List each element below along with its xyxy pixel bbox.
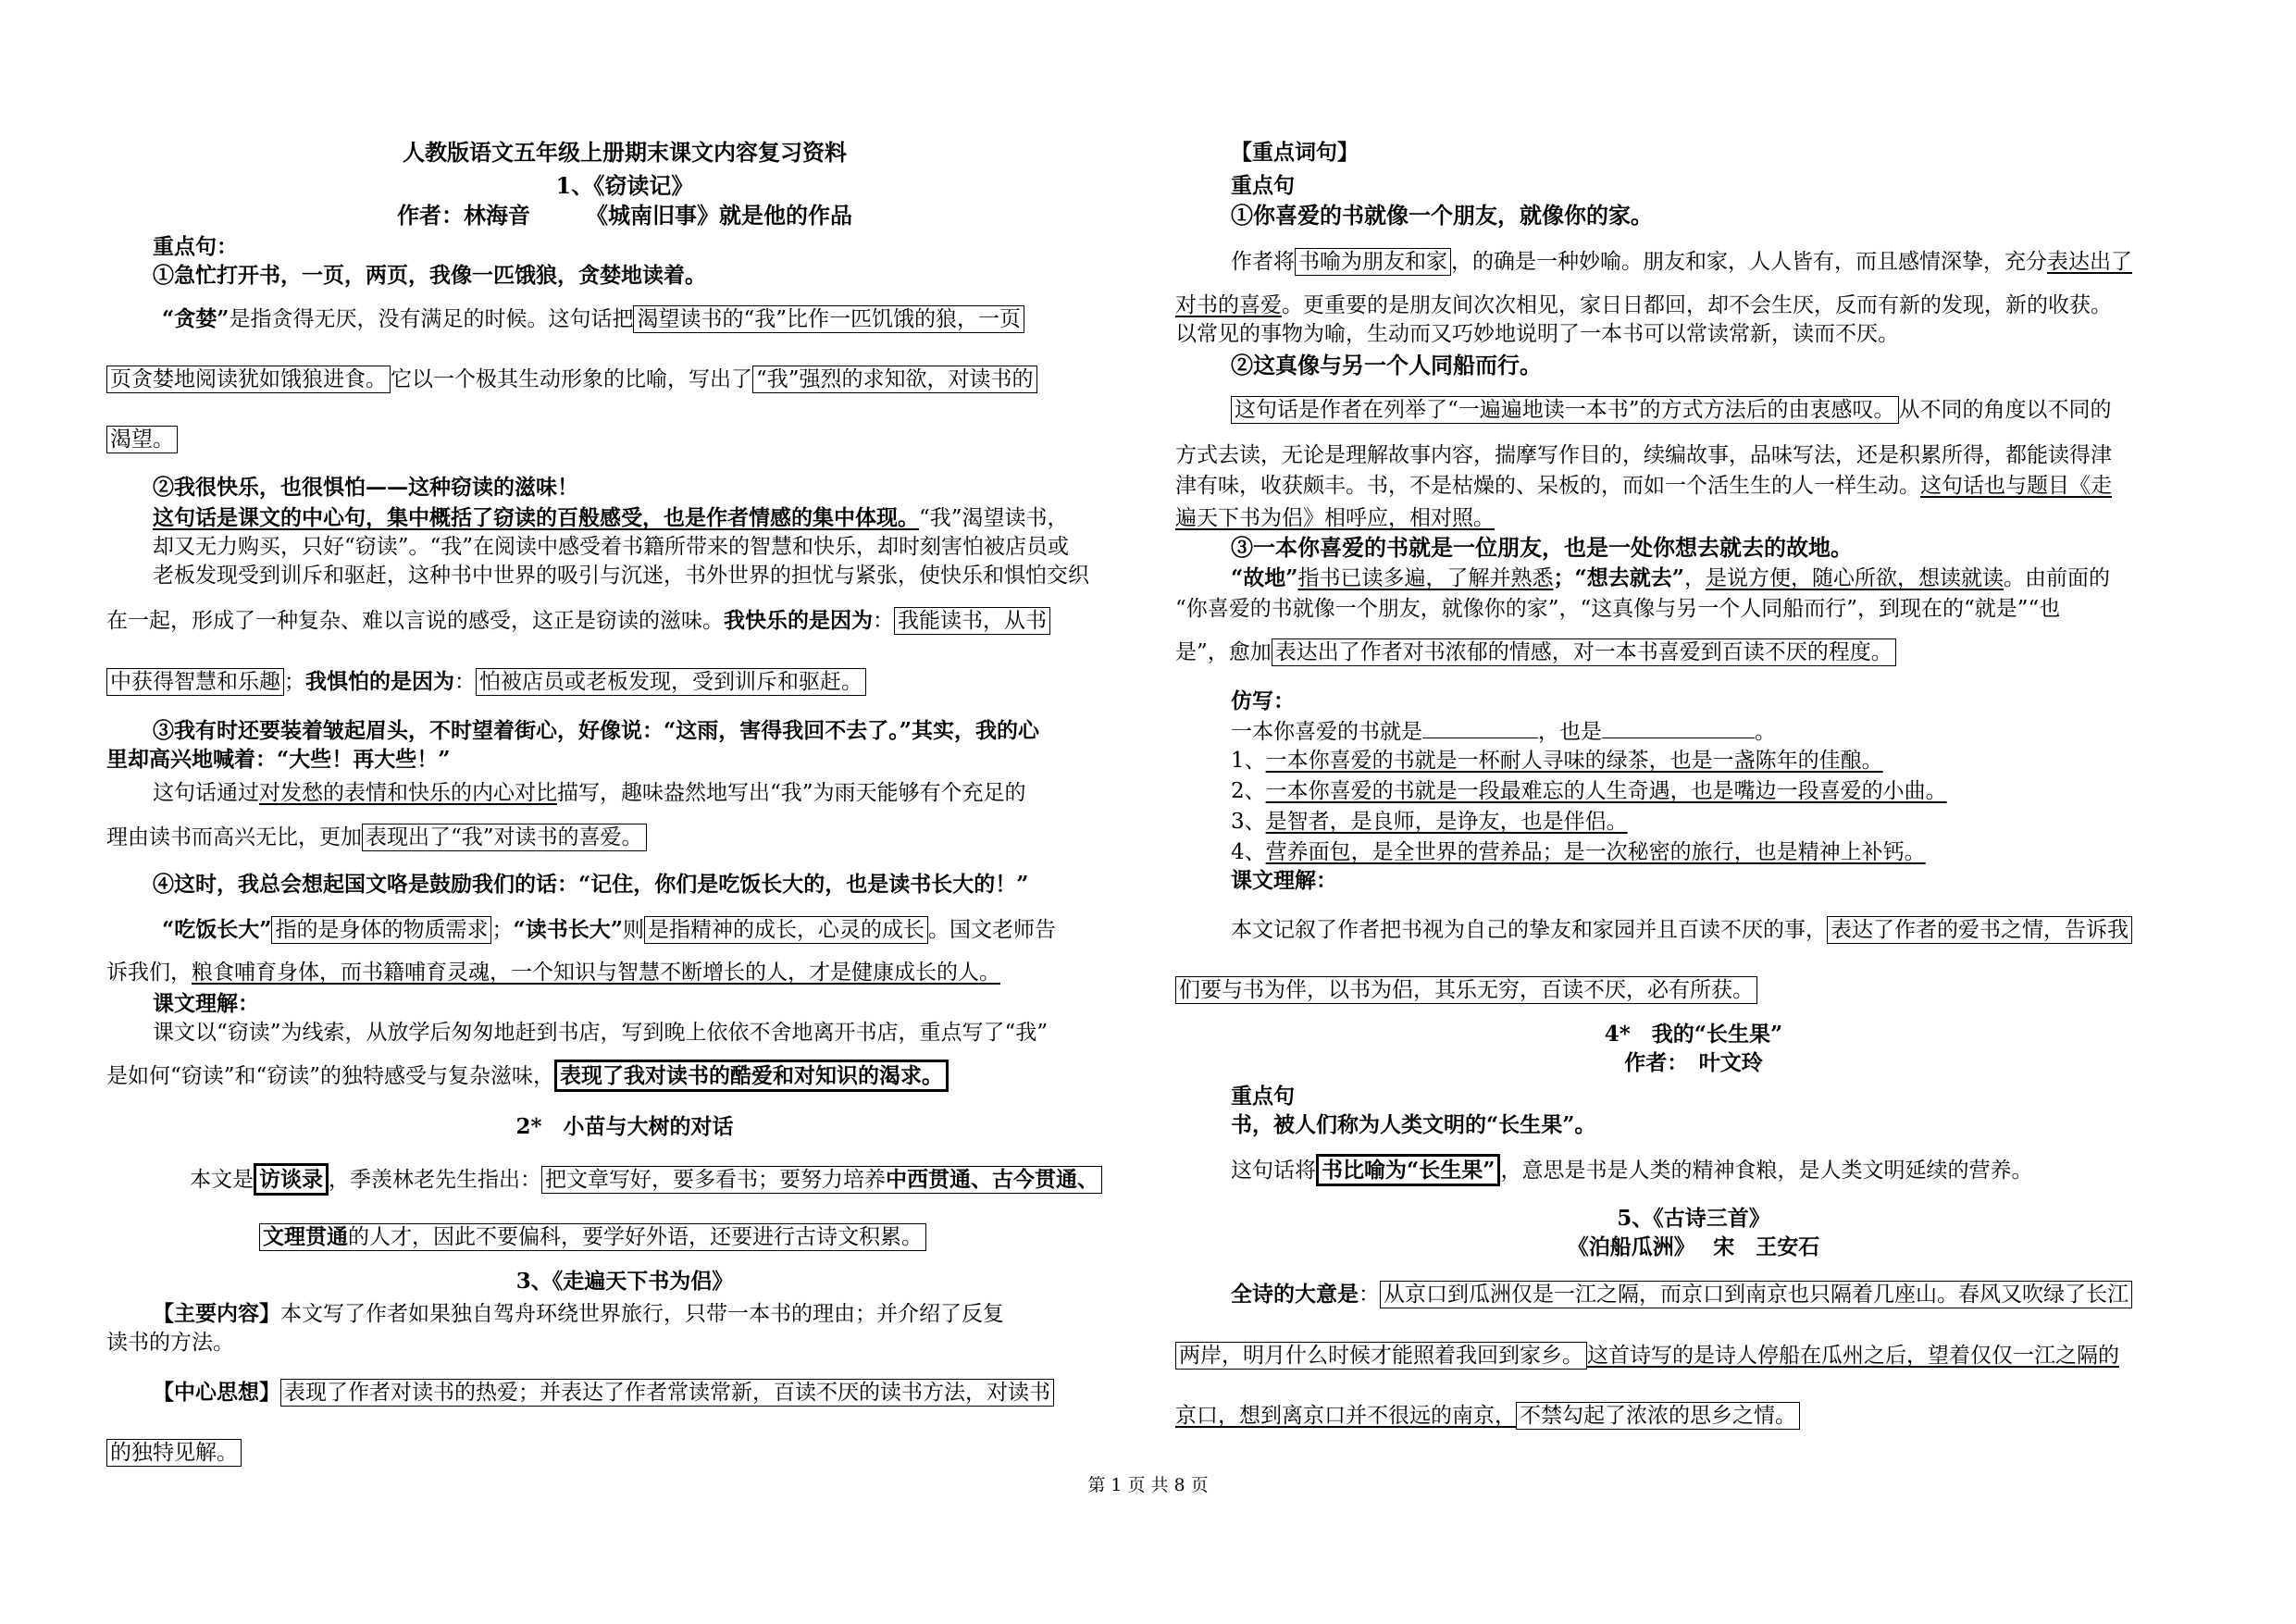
- lesson3-title: 3、《走遍天下书为侣》: [515, 1269, 734, 1294]
- text: 是”，愈加: [1175, 640, 1272, 664]
- imitate-template: [1231, 717, 1776, 746]
- blank-line: [1422, 717, 1538, 738]
- text: 的人才，因此不要偏科，要学好外语，还要进行古诗文积累。: [348, 1225, 923, 1249]
- text: 本文是: [190, 1168, 254, 1192]
- boxed-bold-text: 访谈录: [254, 1163, 329, 1196]
- text: 这句话将: [1231, 1159, 1316, 1183]
- lesson3-s2-line3: [1175, 472, 2112, 500]
- text: “我”渴望读书，: [919, 506, 1069, 530]
- lesson1-s2-line3: 老板发现受到训斥和驱赶，这种书中世界的吸引与沉迷，书外世界的担忧与紧张，使快乐和惧怕交织: [153, 564, 1089, 588]
- lesson1-understand-line2: [106, 1062, 949, 1090]
- boxed-text: 这句话是作者在列举了“一遍遍地读一本书”的方式方法后的由衷感叹。: [1231, 396, 1899, 424]
- underlined-text: 是智者，是良师，是诤友，也是伴侣。: [1265, 810, 1628, 834]
- term: “故地”: [1231, 565, 1298, 590]
- boxed-text: 从京口到瓜洲仅是一江之隔，而京口到南京也只隔着几座山。春风又吹绿了长江: [1380, 1281, 2132, 1308]
- boxed-text: 们要与书为伴，以书为侣，其乐无穷，百读不厌，必有所获。: [1175, 976, 1757, 1004]
- underlined-text: 这首诗写的是诗人停船在瓜州之后，望着仅仅一江之隔的: [1587, 1344, 2119, 1368]
- lesson5-line3: [1175, 1402, 1800, 1430]
- lesson3-sentence-2: ②这真像与另一个人同船而行。: [1231, 352, 1542, 378]
- lesson3-understand-line2: [1175, 976, 1757, 1004]
- lesson4-sentence: 书，被人们称为人类文明的“长生果”。: [1231, 1112, 1596, 1137]
- right-heading: 【重点词句】: [1231, 140, 1359, 165]
- underlined-text: 一本你喜爱的书就是一段最难忘的人生奇遇，也是嘴边一段喜爱的小曲。: [1265, 779, 1947, 803]
- text: ，: [1683, 566, 1706, 590]
- bold-text: 我快乐的是因为: [724, 608, 873, 633]
- lesson1-sentence-2: ②我很快乐，也很惧怕——这种窃读的滋味！: [153, 475, 578, 500]
- lesson1-author: 作者：林海音 《城南旧事》就是他的作品: [397, 202, 852, 229]
- text: 本文记叙了作者把书视为自己的挚友和家园并且百读不厌的事，: [1231, 918, 1827, 942]
- text: 3、: [1231, 810, 1266, 834]
- lesson1-key-heading: 重点句：: [153, 234, 238, 259]
- text: 一本你喜爱的书就是: [1231, 720, 1422, 744]
- lesson2-line2: [259, 1223, 926, 1251]
- boxed-text: 的独特见解。: [106, 1439, 242, 1467]
- lesson5-poem-title: 《泊船瓜洲》 宋 王安石: [1567, 1234, 1820, 1259]
- lesson3-s3-line1: [1231, 564, 2110, 592]
- text: ：: [1359, 1283, 1380, 1307]
- boxed-text: 两岸，明月什么时候才能照着我回到家乡。: [1175, 1342, 1587, 1370]
- lesson3-s3-line3: [1175, 638, 1896, 666]
- lesson3-main-line2: 读书的方法。: [106, 1331, 234, 1355]
- lesson3-s2-line1: [1231, 396, 2112, 424]
- lesson3-center-line2: [106, 1439, 242, 1467]
- lesson1-s2-line2: 却又无力购买，只好“窃读”。“我”在阅读中感受着书籍所带来的智慧和快乐，却时刻害怕被店员或: [153, 535, 1070, 559]
- boxed-text: “我”强烈的求知欲，对读书的: [752, 366, 1037, 393]
- boxed-text: 怕被店员或老板发现，受到训斥和驱赶。: [476, 668, 866, 696]
- text: 是指贪得无厌，没有满足的时候。这句话把: [229, 307, 634, 331]
- lesson3-sentence-3: ③一本你喜爱的书就是一位朋友，也是一处你想去就去的故地。: [1231, 534, 1853, 561]
- imitate-heading: 仿写：: [1231, 688, 1295, 713]
- lesson3-s2-line2: 方式去读，无论是理解故事内容，揣摩写作目的，续编故事，品味写法，还是积累所得，都能读得津: [1175, 443, 2112, 467]
- lesson1-title: 1、《窃读记》: [555, 172, 694, 199]
- underlined-text: 粮食哺育身体，而书籍哺育灵魂，一个知识与智慧不断增长的人，才是健康成长的人。: [192, 961, 1000, 985]
- right-key: 重点句: [1231, 173, 1295, 198]
- lesson3-s3-line2: “你喜爱的书就像一个朋友，就像你的家”，“这真像与另一个人同船而行”，到现在的“就是”“也: [1175, 597, 2061, 621]
- boxed-text: 中获得智慧和乐趣: [106, 668, 284, 696]
- boxed-text: 表达了作者的爱书之情，告诉我: [1827, 916, 2132, 944]
- lesson3-s1-line1: [1231, 248, 2132, 276]
- text: 。由前面的: [2003, 566, 2110, 590]
- text: 理由读书而高兴无比，更加: [106, 825, 362, 849]
- boxed-text: 渴望读书的“我”比作一匹饥饿的狼，一页: [633, 305, 1024, 333]
- label: 【主要内容】: [153, 1301, 280, 1326]
- text: 津有味，收获颇丰。书，不是枯燥的、呆板的，而如一个活生生的人一样生动。: [1175, 474, 1920, 498]
- text: 作者将: [1231, 250, 1295, 274]
- lesson4-line1: [1231, 1157, 2032, 1184]
- text: 这句话通过: [153, 781, 259, 805]
- lesson4-key: 重点句: [1231, 1084, 1295, 1109]
- underlined-text: 营养面包，是全世界的营养品；是一次秘密的旅行，也是精神上补钙。: [1265, 840, 1926, 864]
- boxed-text: 书喻为朋友和家: [1295, 248, 1451, 276]
- label: 全诗的大意是: [1231, 1282, 1359, 1307]
- underlined-text: 对书的喜爱: [1175, 293, 1282, 317]
- lesson3-s1-line3: 以常见的事物为喻，生动而又巧妙地说明了一本书可以常读常新，读而不厌。: [1175, 322, 1899, 346]
- lesson5-line1: [1231, 1281, 2132, 1308]
- text: 它以一个极其生动形象的比喻，写出了: [391, 367, 752, 391]
- text: 从不同的角度以不同的: [1898, 398, 2112, 422]
- boxed-text: 表现了作者对读书的热爱；并表达了作者常读常新，百读不厌的读书方法，对读书: [280, 1379, 1054, 1407]
- text: 在一起，形成了一种复杂、难以言说的感受，这正是窃读的滋味。: [106, 609, 724, 633]
- imitate-1: [1231, 747, 1883, 775]
- boxed-bold-text: 书比喻为“长生果”: [1316, 1154, 1500, 1186]
- bold-text: 文理贯通: [263, 1224, 348, 1249]
- lesson2-title: 2* 小苗与大树的对话: [515, 1114, 734, 1139]
- boxed-text: 表达出了作者对书浓郁的情感，对一本书喜爱到百读不厌的程度。: [1272, 638, 1896, 666]
- text: 1、: [1231, 749, 1266, 773]
- lesson1-s4-line1: [162, 916, 1056, 944]
- text: ，季羡林老先生指出：: [329, 1168, 541, 1192]
- bold-text: 我惧怕的是因为: [305, 669, 454, 694]
- text: ；: [284, 670, 305, 694]
- blank-line: [1602, 717, 1755, 738]
- imitate-3: [1231, 808, 1628, 836]
- lesson3-understand-heading: 课文理解：: [1231, 868, 1337, 893]
- boxed-text: 表现出了“我”对读书的喜爱。: [362, 824, 647, 851]
- term: “贪婪”: [162, 306, 230, 331]
- boxed-text: 不禁勾起了浓浓的思乡之情。: [1516, 1402, 1800, 1430]
- lesson1-s3-line2: [106, 824, 647, 851]
- text: ；: [491, 918, 514, 942]
- text: ，意思是书是人类的精神食粮，是人类文明延续的营养。: [1500, 1159, 2033, 1183]
- lesson3-main-line1: [153, 1300, 1004, 1328]
- text: 诉我们，: [106, 961, 192, 985]
- text: 本文写了作者如果独自驾舟环绕世界旅行，只带一本书的理由；并介绍了反复: [280, 1302, 1004, 1326]
- lesson1-sentence-3b: 里却高兴地喊着：“大些！再大些！”: [106, 747, 451, 772]
- lesson5-title: 5、《古诗三首》: [1617, 1206, 1770, 1231]
- boxed-text: 页贪婪地阅读犹如饿狼进食。: [106, 366, 391, 393]
- text: ：: [454, 670, 476, 694]
- text: 。: [1755, 720, 1776, 744]
- underlined-text: 对发愁的表情和快乐的内心对比: [259, 781, 557, 805]
- lesson4-title: 4* 我的“长生果”: [1604, 1022, 1783, 1047]
- boxed-text: 渴望。: [106, 426, 178, 453]
- boxed-text: [259, 1223, 926, 1251]
- boxed-text: 我能读书，从书: [894, 607, 1050, 635]
- lesson1-s4-line2: [106, 959, 1000, 986]
- label: 【中心思想】: [153, 1380, 280, 1405]
- text: 。更重要的是朋友间次次相见，家日日都回，却不会生厌，反而有新的发现，新的收获。: [1282, 293, 2112, 317]
- text: 。国文老师告: [927, 918, 1056, 942]
- lesson5-line2: [1175, 1342, 2119, 1370]
- lesson1-s1-line3: [106, 426, 178, 453]
- lesson1-s2-line5: [106, 668, 866, 696]
- text: ，的确是一种妙喻。朋友和家，人人皆有，而且感情深挚，充分: [1451, 250, 2047, 274]
- underlined-text: 这句话也与题目《走: [1920, 474, 2112, 498]
- underlined-text: 表达出了: [2047, 250, 2132, 274]
- text: 2、: [1231, 779, 1266, 803]
- page-footer: 第 1 页 共 8 页: [1087, 1475, 1209, 1495]
- lesson3-s2-line4: [1175, 504, 1495, 532]
- imitate-2: [1231, 777, 1947, 805]
- lesson1-sentence-1: ①急忙打开书，一页，两页，我像一匹饿狼，贪婪地读着。: [153, 263, 706, 288]
- lesson1-s2-line1: [153, 504, 1069, 532]
- lesson4-author: 作者： 叶文玲: [1624, 1050, 1763, 1075]
- lesson1-s3-line1: [153, 779, 1026, 807]
- text: 是如何“窃读”和“窃读”的独特感受与复杂滋味，: [106, 1064, 555, 1088]
- underlined-text: 是说方便，随心所欲，想读就读: [1705, 566, 2004, 590]
- lesson3-center-line1: [153, 1379, 1054, 1407]
- text: 4、: [1231, 840, 1266, 864]
- text: ，也是: [1538, 720, 1602, 744]
- lesson1-s2-line4: [106, 607, 1050, 635]
- term: “想去就去”: [1574, 565, 1684, 590]
- document-title: 人教版语文五年级上册期末课文内容复习资料: [403, 139, 847, 166]
- boxed-text: 指的是身体的物质需求: [271, 916, 491, 944]
- underlined-bold-text: 这句话是课文的中心句，集中概括了窃读的百般感受，也是作者情感的集中体现。: [153, 505, 919, 530]
- text: 把文章写好，要多看书；要努力培养: [545, 1168, 886, 1192]
- boxed-text: 是指精神的成长，心灵的成长: [644, 916, 928, 944]
- text: ；: [1553, 565, 1575, 590]
- bold-text: 中西贯通、古今贯通、: [886, 1167, 1098, 1192]
- underlined-text: 指书已读多遍，了解并熟悉: [1297, 566, 1554, 590]
- term: “吃饭长大”: [162, 917, 272, 942]
- underlined-text: 京口，想到离京口并不很远的南京，: [1175, 1404, 1516, 1428]
- text: 描写，趣味盎然地写出“我”为雨天能够有个充足的: [557, 781, 1026, 805]
- underlined-text: 遍天下书为侣》相呼应，相对照。: [1175, 506, 1495, 530]
- boxed-bold-text: 表现了我对读书的酷爱和对知识的渴求。: [554, 1060, 949, 1092]
- boxed-text: [541, 1166, 1102, 1194]
- imitate-4: [1231, 838, 1926, 866]
- lesson3-s1-line2: [1175, 291, 2112, 319]
- lesson1-understand-line1: 课文以“窃读”为线索，从放学后匆匆地赶到书店，写到晚上依依不舍地离开书店，重点写了“我”: [153, 1021, 1049, 1045]
- text: 则: [622, 918, 644, 942]
- underlined-text: 一本你喜爱的书就是一杯耐人寻味的绿茶，也是一盏陈年的佳酿。: [1265, 749, 1883, 773]
- text: ：: [873, 609, 894, 633]
- lesson1-s1-line1: [162, 305, 1024, 333]
- lesson1-sentence-4: ④这时，我总会想起国文咯是鼓励我们的话：“记住，你们是吃饭长大的，也是读书长大的！”: [153, 872, 1029, 897]
- lesson3-sentence-1: ①你喜爱的书就像一个朋友，就像你的家。: [1231, 202, 1653, 229]
- lesson1-s1-line2: [106, 366, 1037, 393]
- lesson2-line1: [190, 1166, 1102, 1194]
- lesson3-understand-line1: [1231, 916, 2132, 944]
- lesson1-understand-heading: 课文理解：: [153, 991, 259, 1016]
- term: “读书长大”: [513, 917, 623, 942]
- lesson1-sentence-3a: ③我有时还要装着皱起眉头，不时望着街心，好像说：“这雨，害得我回不去了。”其实，我的心: [153, 718, 1039, 743]
